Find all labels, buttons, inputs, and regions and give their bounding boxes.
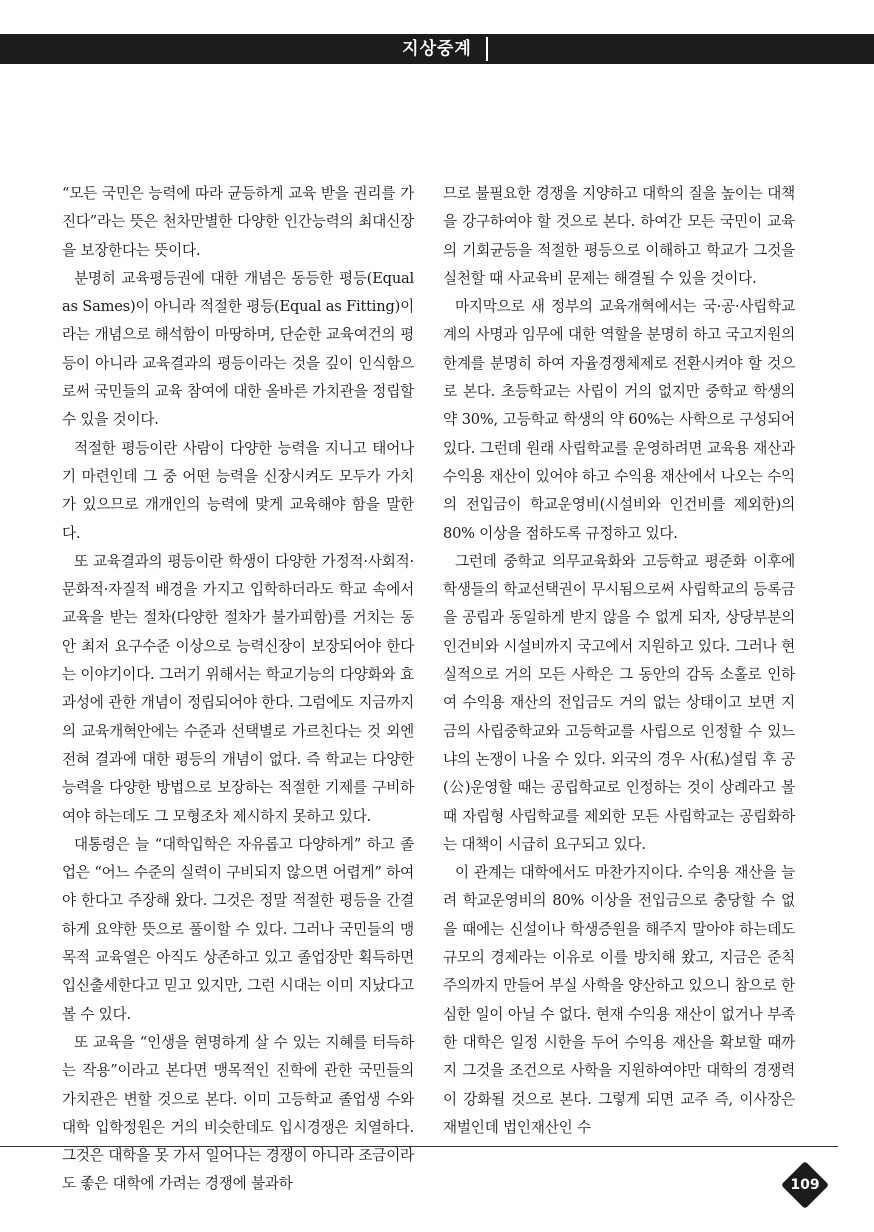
paragraph: 마지막으로 새 정부의 교육개혁에서는 국·공·사립학교계의 사명과 임무에 대한 역할을 분명히 하고 국고지원의 한계를 분명히 하여 자율경쟁체제로 전환시켜야 할 것으로 본다. 초등학교는 사립이 거의 없지만 중학교 학생의 약 30%, 고등학교 학생의 약 60%는 사학으로 구성되어 있다. 그런데 원래 사립학교를 운영하려면 교육용 재산과 수익용 재산이 있어야 하고 수익용 재산에서 나오는 수익의 전입금이 학교운영비(시설비와 인건비를 제외한)의 80% 이상을 점하도록 규정하고 있다. — [443, 298, 795, 542]
paragraph: 므로 불필요한 경쟁을 지양하고 대학의 질을 높이는 대책을 강구하여야 할 것으로 본다. 하여간 모든 국민이 교육의 기회균등을 적절한 평등으로 이해하고 학교가 그것을 실천할 때 사교육비 문제는 해결될 수 있을 것이다. — [443, 185, 795, 287]
header-divider — [486, 37, 488, 61]
footer-rule — [0, 1146, 838, 1147]
paragraph: 분명히 교육평등권에 대한 개념은 동등한 평등(Equal as Sames)이 아니라 적절한 평등(Equal as Fitting)이라는 개념으로 해석함이 마땅하며, 단순한 교육여건의 평등이 아니라 교육결과의 평등이라는 것을 깊이 인식함으로써 국민들의 교육 참여에 대한 올바른 가치관을 정립할 수 있을 것이다. — [62, 269, 414, 429]
paragraph: 이 관계는 대학에서도 마찬가지이다. 수익용 재산을 늘려 학교운영비의 80% 이상을 전입금으로 충당할 수 없을 때에는 신설이나 학생증원을 해주지 말아야 하는데도 규모의 경제라는 이유로 이를 방치해 왔고, 지금은 준칙주의까지 만들어 부실 사학을 양산하고 있으니 참으로 한심한 일이 아닐 수 없다. 현재 수익용 재산이 없거나 부족한 대학은 일정 시한을 두어 수익용 재산을 확보할 때까지 그것을 조건으로 사학을 지원하여야만 대학의 경쟁력이 강화될 것으로 본다. 그렇게 되면 교주 즉, 이사장은 재벌인데 법인재산인 수 — [443, 864, 795, 1136]
page-number: 109 — [790, 1177, 820, 1193]
paragraph: “모든 국민은 능력에 따라 균등하게 교육 받을 권리를 가진다”라는 뜻은 천차만별한 다양한 인간능력의 최대신장을 보장한다는 뜻이다. — [62, 185, 414, 259]
paragraph: 그런데 중학교 의무교육화와 고등학교 평준화 이후에 학생들의 학교선택권이 무시됨으로써 사립학교의 등록금을 공립과 동일하게 받지 않을 수 없게 되자, 상당부분의 인건비와 시설비까지 국고에서 지원하고 있다. 그러나 현실적으로 거의 모든 사학은 그 동안의 감독 소홀로 인하여 수익용 재산의 전입금도 거의 없는 상태이고 보면 지금의 사립중학교와 고등학교를 사립으로 인정할 수 있느냐의 논쟁이 나올 수 있다. 외국의 경우 사(私)설립 후 공(公)운영할 때는 공립학교로 인정하는 것이 상례라고 볼 때 자립형 사립학교를 제외한 모든 사립학교는 공립화하는 대책이 시급히 요구되고 있다. — [443, 552, 795, 853]
paragraph: 적절한 평등이란 사람이 다양한 능력을 지니고 태어나기 마련인데 그 중 어떤 능력을 신장시켜도 모두가 가치가 있으므로 개개인의 능력에 맞게 교육해야 함을 말한다. — [62, 439, 414, 542]
paragraph: 대통령은 늘 “대학입학은 자유롭고 다양하게” 하고 졸업은 “어느 수준의 실력이 구비되지 않으면 어렵게” 하여야 한다고 주장해 왔다. 그것은 정말 적절한 평등을 간결하게 요약한 뜻으로 풀이할 수 있다. 그러나 국민들의 맹목적 교육열은 아직도 상존하고 있고 졸업장만 획득하면 입신출세한다고 믿고 있지만, 그런 시대는 이미 지났다고 볼 수 있다. — [62, 835, 414, 1023]
paragraph: 또 교육결과의 평등이란 학생이 다양한 가정적·사회적·문화적·자질적 배경을 가지고 입학하더라도 학교 속에서 교육을 받는 절차(다양한 절차가 불가피함)를 거치는 동안 최저 요구수준 이상으로 능력신장이 보장되어야 한다는 이야기이다. 그러기 위해서는 학교기능의 다양화와 효과성에 관한 개념이 정립되어야 한다. 그럼에도 지금까지의 교육개혁안에는 수준과 선택별로 가르친다는 것 외엔 전혀 결과에 대한 평등의 개념이 없다. 즉 학교는 다양한 능력을 다양한 방법으로 보장하는 적절한 기제를 구비하여야 하는데도 그 모형조차 제시하지 못하고 있다. — [62, 552, 414, 825]
right-column — [443, 180, 795, 1142]
paragraph: 또 교육을 “인생을 현명하게 살 수 있는 지혜를 터득하는 작용”이라고 본다면 맹목적인 진학에 관한 국민들의 가치관은 변할 것으로 본다. 이미 고등학교 졸업생 수와 대학 입학정원은 거의 비슷한데도 입시경쟁은 치열하다. 그것은 대학을 못 가서 일어나는 경쟁이 아니라 조금이라도 좋은 대학에 가려는 경쟁에 불과하 — [62, 1033, 414, 1193]
left-column — [62, 180, 414, 1199]
section-title: 지상중계 — [402, 39, 472, 59]
